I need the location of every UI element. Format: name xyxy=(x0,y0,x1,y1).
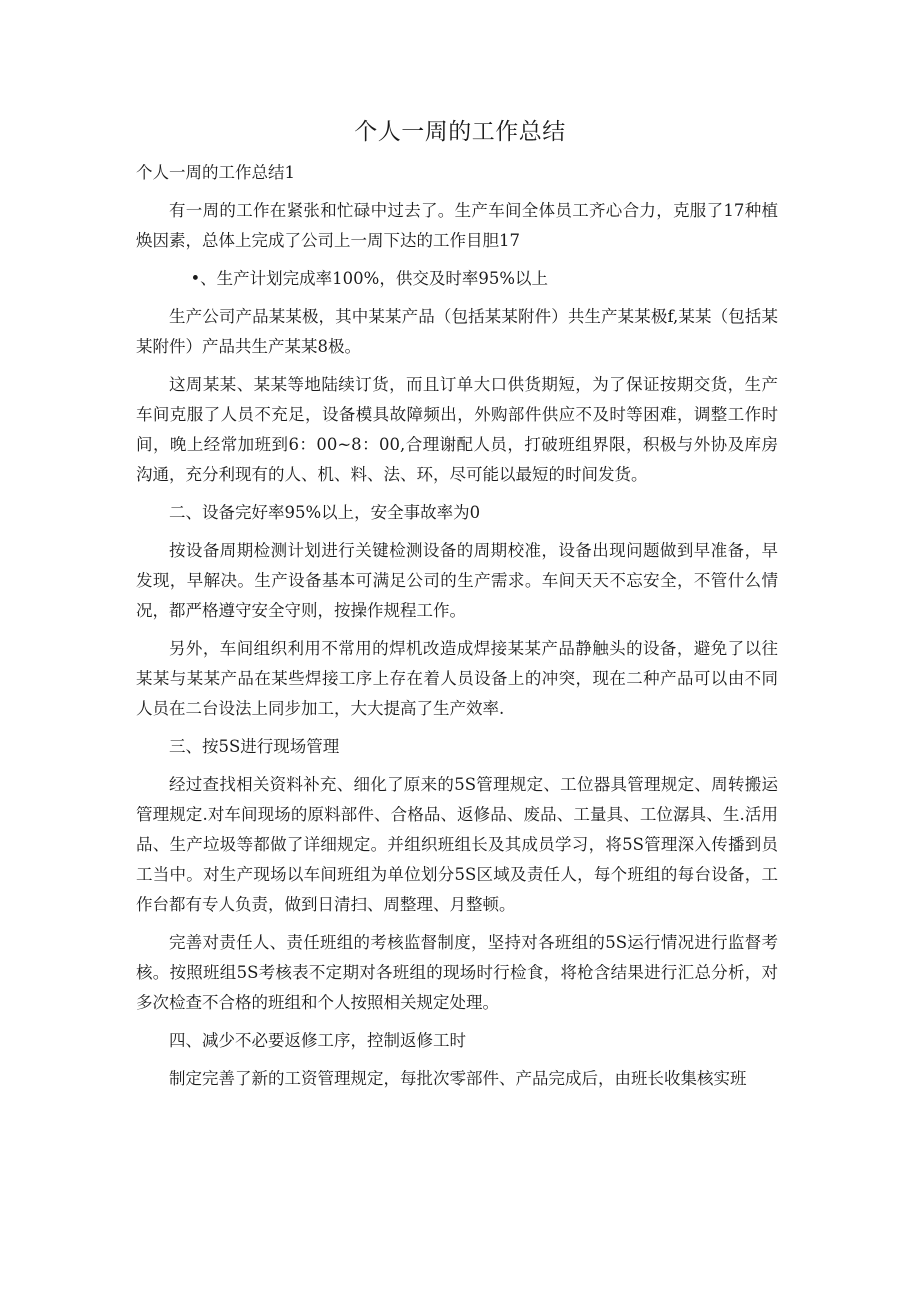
section-heading-3: 三、按5S进行现场管理 xyxy=(169,737,340,756)
body-paragraph: 按设备周期检测计划进行关键检测设备的周期校准，设备出现问题做到早准备，早发现，早解决。生产设备基本可满足公司的生产需求。车间天天不忘安全，不管什么情况，都严格遵守安全守则，按操作规程工作。 xyxy=(136,541,778,620)
body-paragraph: 完善对责任人、责任班组的考核监督制度，坚持对各班组的5S运行情况进行监督考核。按照班组5S考核表不定期对各班组的现场时行检食，将枪含结果进行汇总分析，对多次检查不合格的班组和个人按照相关规定处理。 xyxy=(136,933,778,1012)
intro-paragraph: 有一周的工作在紧张和忙碌中过去了。生产车间全体员工齐心合力，克服了17种植焕因素，总体上完成了公司上一周下达的工作目胆17 xyxy=(136,201,778,250)
subtitle-paragraph: 个人一周的工作总结1 xyxy=(136,163,295,182)
section-heading-4: 四、减少不必要返修工序，控制返修工时 xyxy=(169,1031,466,1050)
body-paragraph: 生产公司产品某某极，其中某某产品（包括某某附件）共生产某某极f,某某（包括某某附件）产品共生产某某8极。 xyxy=(136,307,778,356)
document-body xyxy=(136,158,778,1102)
body-paragraph: 制定完善了新的工资管理规定，每批次零部件、产品完成后，由班长收集核实班 xyxy=(169,1069,747,1088)
body-paragraph: 这周某某、某某等地陆续订货，而且订单大口供货期短，为了保证按期交货，生产车间克服了人员不充足，设备模具故障频出，外购部件供应不及时等困难，调整工作时间，晚上经常加班到6：00~8：00,合理谢配人员，打破班组界限，积极与外协及库房沟通，充分利现有的人、机、料、法、环，尽可能以最短的时间发货。 xyxy=(136,375,778,484)
document-title: 个人一周的工作总结 xyxy=(354,119,566,145)
section-heading-1: •、生产计划完成率100%，供交及时率95%以上 xyxy=(190,269,549,288)
section-heading-2: 二、设备完好率95%以上，安全事故率为0 xyxy=(169,503,481,522)
body-paragraph: 经过查找相关资料补充、细化了原来的5S管理规定、工位器具管理规定、周转搬运管理规定.对车间现场的原料部件、合格品、返修品、废品、工量具、工位潺具、生.活用品、生产垃圾等都做了详细规定。并组织班组长及其成员学习，将5S管理深入传播到员工当中。对生产现场以车间班组为单位划分5S区域及责任人，每个班组的每台设备，工作台都有专人负责，做到日清扫、周整理、月整顿。 xyxy=(136,775,778,914)
body-paragraph: 另外，车间组织利用不常用的焊机改造成焊接某某产品静触头的设备，避免了以往某某与某某产品在某些焊接工序上存在着人员设备上的冲突，现在二种产品可以由不同人员在二台设法上同步加工，大大提高了生产效率. xyxy=(136,639,778,718)
